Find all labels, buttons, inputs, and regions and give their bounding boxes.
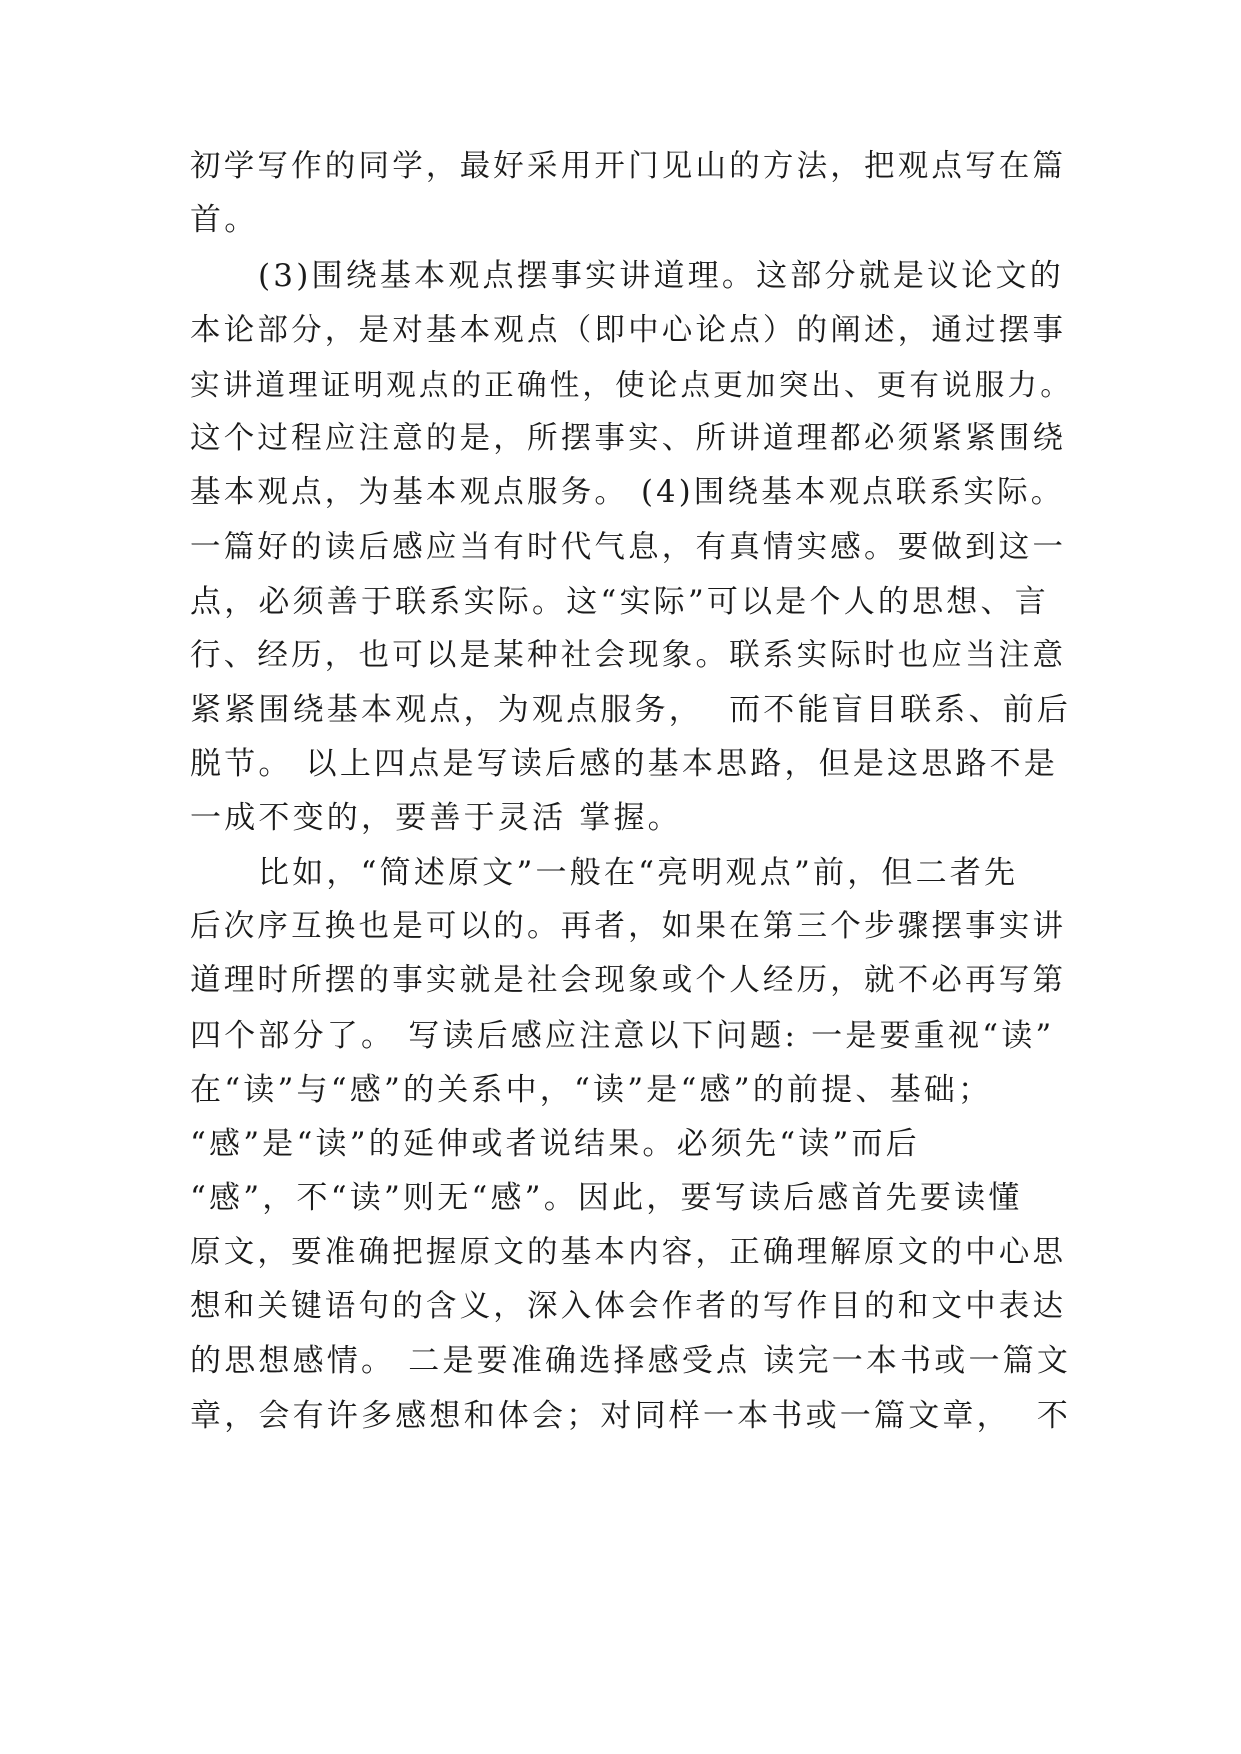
paragraph-start-line: 比如，“简述原文”一般在“亮明观点”前，但二者先 — [258, 855, 1019, 891]
text-line: 首。 — [190, 202, 259, 238]
text-line: 四个部分了。 写读后感应注意以下问题: 一是要重视“读” — [190, 1018, 1055, 1054]
text-line: 章，会有许多感想和体会；对同样一本书或一篇文章， 不 — [190, 1398, 1072, 1434]
text-line: 的思想感情。 二是要准确选择感受点 读完一本书或一篇文 — [190, 1343, 1072, 1379]
text-line: 紧紧围绕基本观点，为观点服务， 而不能盲目联系、前后 — [190, 692, 1072, 728]
text-line: 一成不变的，要善于灵活 掌握。 — [190, 800, 682, 836]
text-line: 道理时所摆的事实就是社会现象或个人经历，就不必再写第 — [190, 963, 1067, 998]
text-line: 后次序互换也是可以的。再者，如果在第三个步骤摆事实讲 — [190, 909, 1067, 944]
text-line: 行、经历，也可以是某种社会现象。联系实际时也应当注意 — [190, 638, 1067, 673]
text-line: 脱节。 以上四点是写读后感的基本思路，但是这思路不是 — [190, 746, 1059, 782]
text-line: 点，必须善于联系实际。这“实际”可以是个人的思想、言 — [190, 584, 1049, 620]
text-line: 初学写作的同学，最好采用开门见山的方法，把观点写在篇 — [190, 149, 1067, 184]
text-line: 原文，要准确把握原文的基本内容，正确理解原文的中心思 — [190, 1235, 1067, 1270]
text-line: “感”，不“读”则无“感”。因此，要写读后感首先要读懂 — [190, 1180, 1023, 1216]
paragraph-start-line: (3)围绕基本观点摆事实讲道理。这部分就是议论文的 — [258, 258, 1064, 294]
text-line: 想和关键语句的含义，深入体会作者的写作目的和文中表达 — [190, 1289, 1067, 1324]
text-line: 一篇好的读后感应当有时代气息，有真情实感。要做到这一 — [190, 530, 1067, 565]
text-line: “感”是“读”的延伸或者说结果。必须先“读”而后 — [190, 1126, 920, 1162]
text-line: 这个过程应注意的是，所摆事实、所讲道理都必须紧紧围绕 — [190, 421, 1067, 456]
text-line: 本论部分，是对基本观点（即中心论点）的阐述，通过摆事 — [190, 313, 1067, 348]
text-line: 在“读”与“感”的关系中，“读”是“感”的前提、基础； — [190, 1072, 993, 1108]
text-line: 基本观点，为基本观点服务。 (4)围绕基本观点联系实际。 — [190, 475, 1065, 510]
text-line: 实讲道理证明观点的正确性，使论点更加突出、更有说服力。 — [190, 368, 1073, 402]
